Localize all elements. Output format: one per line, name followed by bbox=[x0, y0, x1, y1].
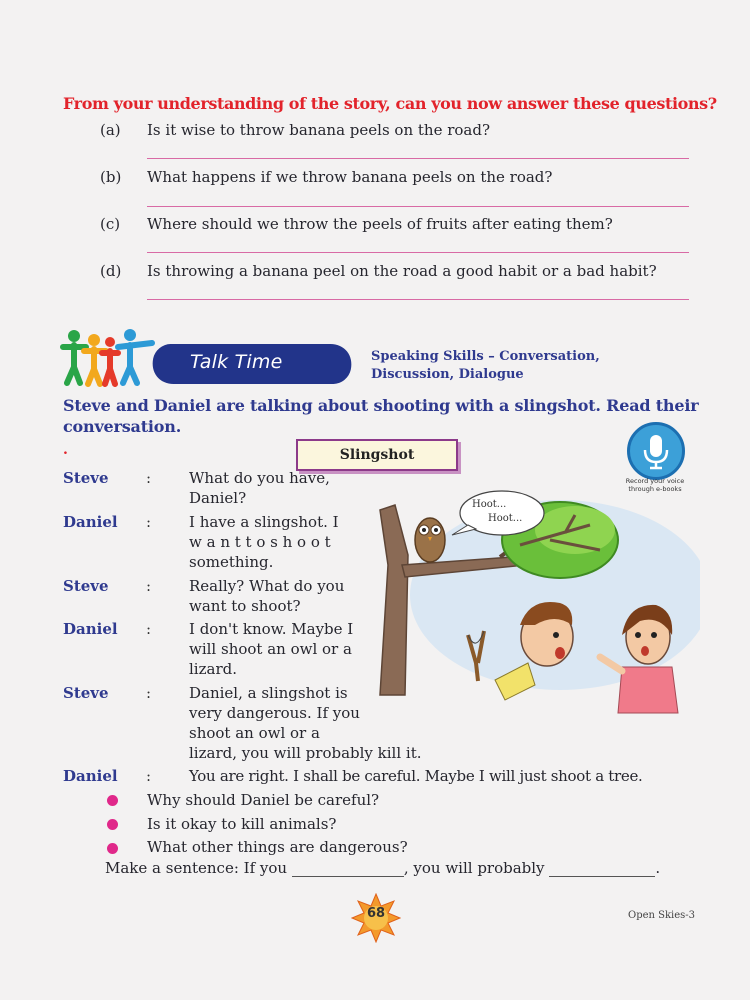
dialogue-line: lizard. bbox=[189, 660, 237, 678]
dialogue-line: w a n t t o s h o o t bbox=[189, 533, 331, 551]
record-voice-button[interactable] bbox=[627, 422, 685, 480]
speaking-skills-line: Discussion, Dialogue bbox=[371, 367, 524, 382]
dialogue-line: I have a slingshot. I bbox=[189, 513, 339, 531]
speaker-colon: : bbox=[146, 513, 152, 531]
question-label: (b) bbox=[100, 168, 122, 186]
speaking-skills-line: Speaking Skills – Conversation, bbox=[371, 349, 600, 364]
discussion-question: Is it okay to kill animals? bbox=[147, 815, 337, 833]
speaker-name: Steve bbox=[63, 577, 109, 595]
questions-heading: From your understanding of the story, can you now answer these questions? bbox=[63, 94, 717, 113]
make-sentence-end: . bbox=[655, 859, 661, 877]
record-caption-line: through e-books bbox=[628, 485, 682, 493]
dialogue-line: Really? What do you bbox=[189, 577, 345, 595]
discussion-question: Why should Daniel be careful? bbox=[147, 791, 380, 809]
speaker-colon: : bbox=[146, 767, 152, 785]
discussion-question: What other things are dangerous? bbox=[147, 838, 408, 856]
story-title: Slingshot bbox=[296, 439, 458, 471]
page-number: 68 bbox=[366, 906, 386, 921]
people-group-icon bbox=[60, 327, 158, 387]
speaker-colon: : bbox=[146, 577, 152, 595]
intro-line: conversation. bbox=[63, 417, 182, 436]
slingshot-illustration bbox=[360, 485, 700, 715]
question-label: (c) bbox=[100, 215, 121, 233]
red-dot: . bbox=[63, 442, 68, 458]
dialogue-line: What do you have, bbox=[189, 469, 330, 487]
speaker-colon: : bbox=[146, 684, 152, 702]
make-sentence bbox=[105, 859, 660, 877]
question-label: (a) bbox=[100, 121, 121, 139]
speaker-name: Daniel bbox=[63, 513, 118, 531]
dialogue-line: You are right. I shall be careful. Maybe I will just shoot a tree. bbox=[189, 767, 643, 785]
talk-time-title: Talk Time bbox=[190, 351, 283, 373]
answer-line-d[interactable] bbox=[147, 299, 689, 300]
book-name: Open Skies-3 bbox=[628, 910, 696, 921]
speaker-name: Steve bbox=[63, 469, 109, 487]
owl-speech-bubble bbox=[472, 498, 522, 526]
question-text: Where should we throw the peels of fruits after eating them? bbox=[147, 215, 613, 233]
dialogue-line: I don't know. Maybe I bbox=[189, 620, 354, 638]
speaking-skills-label bbox=[371, 348, 671, 384]
speaker-name: Steve bbox=[63, 684, 109, 702]
answer-line-b[interactable] bbox=[147, 206, 689, 207]
dialogue-line: Daniel? bbox=[189, 489, 247, 507]
dialogue-line: shoot an owl or a bbox=[189, 724, 320, 742]
dialogue-line: very dangerous. If you bbox=[189, 704, 360, 722]
answer-line-c[interactable] bbox=[147, 252, 689, 253]
question-text: Is it wise to throw banana peels on the road? bbox=[147, 121, 491, 139]
answer-line-a[interactable] bbox=[147, 158, 689, 159]
sentence-blank-1[interactable] bbox=[292, 862, 404, 877]
sentence-blank-2[interactable] bbox=[549, 862, 655, 877]
bubble-line: Hoot... bbox=[472, 499, 507, 510]
dialogue-line: something. bbox=[189, 553, 274, 571]
conversation-intro bbox=[63, 395, 703, 437]
dialogue-line: Daniel, a slingshot is bbox=[189, 684, 348, 702]
speaker-colon: : bbox=[146, 469, 152, 487]
record-caption-line: Record your voice bbox=[625, 477, 685, 485]
speaker-name: Daniel bbox=[63, 767, 118, 785]
make-sentence-prefix: Make a sentence: If you bbox=[105, 859, 288, 877]
question-text: What happens if we throw banana peels on the road? bbox=[147, 168, 553, 186]
bullet-icon bbox=[107, 843, 118, 854]
bullet-icon bbox=[107, 795, 118, 806]
bubble-line: Hoot... bbox=[488, 513, 523, 524]
speaker-colon: : bbox=[146, 620, 152, 638]
dialogue-line: want to shoot? bbox=[189, 597, 301, 615]
question-label: (d) bbox=[100, 262, 122, 280]
microphone-icon bbox=[630, 425, 682, 477]
question-text: Is throwing a banana peel on the road a good habit or a bad habit? bbox=[147, 262, 657, 280]
intro-line: Steve and Daniel are talking about shooting with a slingshot. Read their bbox=[63, 396, 699, 415]
speaker-name: Daniel bbox=[63, 620, 118, 638]
dialogue-line: will shoot an owl or a bbox=[189, 640, 352, 658]
make-sentence-middle: , you will probably bbox=[403, 859, 545, 877]
bullet-icon bbox=[107, 819, 118, 830]
dialogue-line: lizard, you will probably kill it. bbox=[189, 744, 422, 762]
